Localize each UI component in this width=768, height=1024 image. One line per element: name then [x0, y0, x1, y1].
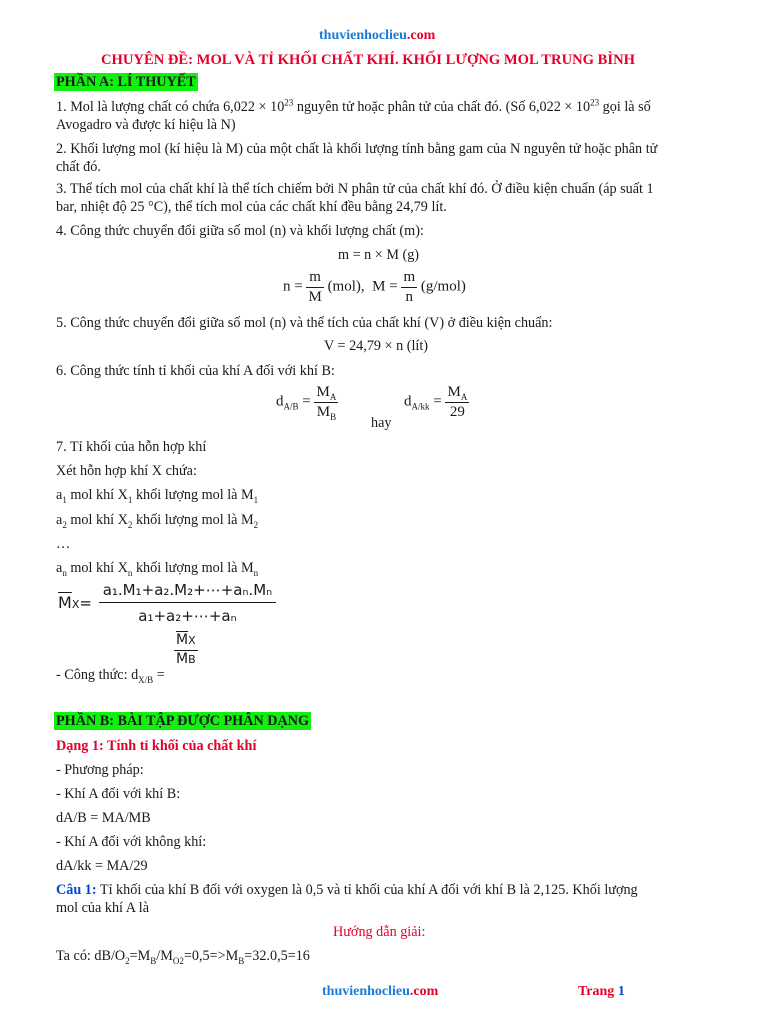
question-1-label: Câu 1:: [56, 882, 97, 898]
paragraph-1: 1. Mol là lượng chất có chứa $6,022 \times 10^{23}$ nguyên tử hoặc phân tử của chất đó. (Số $6,022 \times 10^{23}$ gọi là số: [56, 97, 651, 115]
formula-d-akk: $d_{A/kk}$ = $\frac{M_A}{29}$: [404, 384, 468, 420]
paragraph-2-cont: chất đó.: [56, 159, 101, 175]
paragraph-5: 5. Công thức chuyển đổi giữa số mol (n) và thể tích của chất khí (V) ở điều kiện chuẩn:: [56, 315, 553, 331]
paragraph-1-cont: Avogadro và được kí hiệu là N): [56, 117, 236, 133]
ellipsis: …: [56, 536, 71, 552]
list-item: $a_2$ mol khí $X_2$ khối lượng mol là $M_2$: [56, 512, 259, 530]
part-b-heading: PHẦN B: BÀI TẬP ĐƯỢC PHÂN DẠNG: [56, 713, 310, 729]
method-label: - Phương pháp:: [56, 762, 144, 778]
method-akk: - Khí A đối với không khí:: [56, 834, 207, 850]
paragraph-2: 2. Khối lượng mol (kí hiệu là M) của một chất là khối lượng tính bằng gam của N nguyên tử hoặc phân tử: [56, 141, 658, 157]
footer-site-link[interactable]: thuvienhoclieu.com: [322, 984, 439, 999]
formula-dxb-fraction: $\frac{\overline{M}X}{MB}$: [176, 632, 196, 667]
method-ab: - Khí A đối với khí B:: [56, 786, 181, 802]
paragraph-3-cont: bar, nhiệt độ 25 °C), thể tích mol của các chất khí đều bằng 24,79 lít.: [56, 199, 447, 215]
document-title: CHUYÊN ĐỀ: MOL VÀ TỈ KHỐI CHẤT KHÍ. KHỐI LƯỢNG MOL TRUNG BÌNH: [101, 52, 635, 68]
section-dang-1: Dạng 1: Tính tỉ khối của chất khí: [56, 738, 257, 754]
paragraph-7a: Xét hỗn hợp khí X chứa:: [56, 463, 197, 479]
page-number: Trang 1: [578, 984, 625, 999]
method-ab-formula: dA/B = MA/MB: [56, 810, 151, 826]
paragraph-4: 4. Công thức chuyển đổi giữa số mol (n) và khối lượng chất (m):: [56, 223, 424, 239]
question-1: Câu 1: Tỉ khối của khí B đối với oxygen là 0,5 và tỉ khối của khí A đối với khí B là 2,125. Khối lượng: [56, 882, 638, 898]
question-1-cont: mol của khí A là: [56, 900, 149, 916]
paragraph-3: 3. Thể tích mol của chất khí là thể tích chiếm bởi N phân tử của chất khí đó. Ở điều kiện chuẩn (áp suất 1: [56, 181, 654, 197]
site-name: thuvienhoclieu: [319, 28, 407, 43]
paragraph-7: 7. Tỉ khối của hỗn hợp khí: [56, 439, 207, 455]
list-item: $a_1$ mol khí $X_1$ khối lượng mol là $M_1$: [56, 487, 259, 505]
header-site-link[interactable]: [319, 27, 435, 45]
formula-n-and-M: n = $\frac{m}{M}$ (mol), M = $\frac{m}{n}$ (g/mol): [283, 269, 466, 305]
formula-mean-molar-mass: $\overline{M}X=$ $\frac{\text{a₁.M₁+a₂.M₂+⋯+aₙ.Mₙ}}{\text{a₁+a₂+⋯+aₙ}}$: [58, 581, 276, 626]
part-a-heading: PHẦN A: LÍ THUYẾT: [56, 74, 196, 90]
formula-m: m = n × M (g): [338, 247, 420, 263]
formula-dxb-label: - Công thức: $d_{X/B}$ =: [56, 667, 165, 685]
solution-heading: Hướng dẫn giải:: [333, 924, 426, 940]
site-domain: .com: [406, 28, 436, 43]
list-item: $a_n$ mol khí $X_n$ khối lượng mol là $M_n$: [56, 560, 259, 578]
hay-label: hay: [371, 415, 392, 431]
method-akk-formula: dA/kk = MA/29: [56, 858, 148, 874]
solution-line: Ta có: $dB/O_2=M_B/M_{O2}=0,5=>M_B=32.0,5=16$: [56, 948, 310, 966]
paragraph-6: 6. Công thức tính tỉ khối của khí A đối với khí B:: [56, 363, 335, 379]
formula-v: V = 24,79 × n (lít): [324, 338, 429, 354]
formula-d-ab: $d_{A/B}$ = $\frac{M_A}{M_B}$: [276, 384, 337, 422]
